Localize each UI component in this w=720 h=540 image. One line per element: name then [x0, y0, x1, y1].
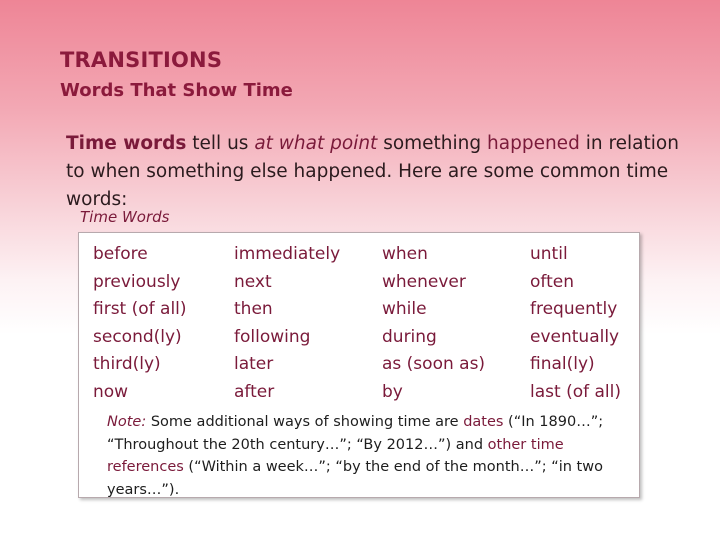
time-word: while [382, 299, 427, 319]
time-word: now [93, 381, 129, 402]
note-text-1: Some additional ways of showing time are [146, 414, 464, 430]
time-word: second(ly) [93, 326, 182, 347]
page-subtitle: Words That Show Time [60, 80, 293, 101]
time-word: until [530, 244, 568, 264]
intro-term: Time words [66, 133, 187, 154]
time-word: final(ly) [530, 354, 595, 374]
time-words-box [78, 232, 640, 498]
note-text-2: (“In 1890…”; “Throughout the 20th century…”; “By 2012…”) and [107, 414, 604, 453]
time-word: by [382, 381, 403, 402]
time-word: immediately [234, 244, 341, 264]
intro-text-1: tell us [186, 133, 255, 154]
time-word: whenever [382, 271, 466, 292]
note-paragraph [107, 411, 607, 501]
time-word: before [93, 244, 148, 264]
note-text-3: (“Within a week…”; “by the end of the month…”; “in two years…”). [107, 459, 603, 498]
intro-accent: happened [487, 133, 580, 154]
time-word: following [234, 326, 311, 347]
intro-emphasis: at what point [254, 133, 378, 154]
intro-text-3: in relation to when something else happened. Here are some common time words: [66, 133, 679, 210]
time-word: frequently [530, 299, 618, 319]
time-word: last (of all) [530, 381, 621, 402]
time-word: third(ly) [93, 354, 161, 374]
time-word: then [234, 299, 273, 319]
page-title: TRANSITIONS [60, 48, 223, 72]
time-word: as (soon as) [382, 354, 486, 374]
word-column-3 [382, 241, 485, 406]
time-word: eventually [530, 326, 620, 347]
word-column-1 [93, 241, 187, 406]
time-word: when [382, 244, 428, 264]
time-word: often [530, 271, 574, 292]
time-word: during [382, 326, 437, 347]
time-word: previously [93, 271, 181, 292]
note-other-references: other time references [107, 436, 564, 475]
note-label: Note: [107, 414, 147, 430]
word-box-label: Time Words [80, 208, 170, 226]
time-word: after [234, 381, 275, 402]
time-word: first (of all) [93, 299, 187, 319]
intro-paragraph [66, 130, 696, 214]
time-word: next [234, 271, 272, 292]
word-column-4 [530, 241, 621, 406]
word-column-2 [234, 241, 340, 406]
intro-text-2: something [377, 133, 488, 154]
note-dates: dates [463, 414, 504, 430]
time-word: later [234, 354, 274, 374]
